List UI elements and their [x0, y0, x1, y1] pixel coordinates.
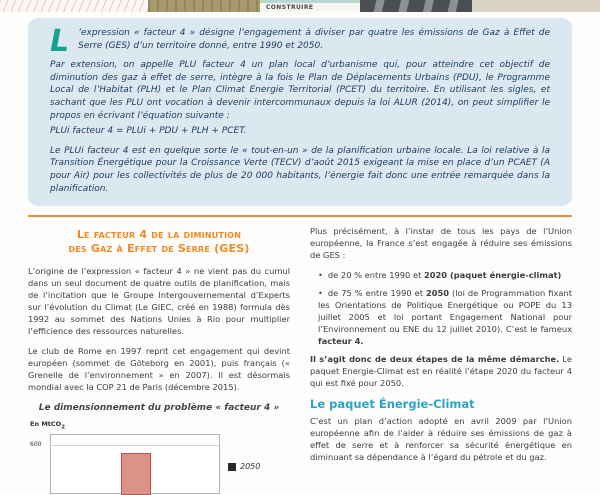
chart-unit-label: [30, 420, 290, 430]
list-item-2020: [318, 269, 572, 281]
intro-lead-paragraph: ’expression « facteur 4 » désigne l’engagement à diviser par quatre les émissions de Gaz à Effet de Serre (GES) d’un territoire donné, entre 1990 et 2050.: [78, 28, 550, 51]
left-paragraph-1: L’origine de l’expression « facteur 4 » ne vient pas du cumul dans un seul document de quatre outils de planification, mais de l’incitation que le Groupe Intergouvernemental d’Experts sur l’évolution du Climat (Le GIEC, créé en 1988) formula dès 1992 au sommet des Nations Unies à Rio pour multiplier l’efficience des ressources naturelles.: [28, 265, 290, 336]
legend-label-2050: 2050: [240, 462, 261, 472]
bullet1-bold: 2020 (paquet énergie-climat): [423, 270, 562, 281]
thatch-texture-photo: [148, 0, 260, 12]
bullet2-text: de 75 % entre 1990 et: [327, 288, 426, 299]
article-columns: [28, 225, 572, 494]
photo-banner: [0, 0, 600, 12]
chart-unit-subscript: 2: [61, 424, 65, 431]
section-heading-line2: des Gaz à Effet de Serre (GES): [68, 241, 250, 255]
right-paragraph-2-bold: Il s’agit donc de deux étapes de la même démarche.: [310, 354, 560, 365]
roof-panels-photo: [360, 0, 472, 12]
chart-red-bar: [121, 453, 151, 495]
right-paragraph-2: [310, 353, 572, 389]
right-paragraph-3: C’est un plan d’action adopté en avril 2009 par l’Union européenne afin de l’aider à réduire ses émissions de gaz à effet de serre et à renforcer sa sécurité énergétique en diminuant sa dépendance à l’égard du pétrole et du gaz.: [310, 416, 572, 463]
right-paragraph-2-rest: Le paquet Energie-Climat est en réalité l’étape 2020 du facteur 4 qui est fixé pour 2050.: [310, 354, 572, 389]
bullet1-text: de 20 % entre 1990 et: [327, 270, 424, 281]
right-paragraph-1: Plus précisément, à l’instar de tous les pays de l’Union européenne, la France s’est engagée à réduire ses émissions de GES :: [310, 226, 572, 261]
bullet2-bold-end: facteur 4.: [318, 336, 364, 347]
list-item-2050: [318, 287, 572, 347]
chart-plot-area: [50, 434, 220, 494]
intro-equation: PLUi facteur 4 = PLUi + PDU + PLH + PCET.: [50, 126, 247, 137]
chart-body: [28, 434, 290, 494]
right-column: [310, 225, 572, 494]
intro-callout-box: [28, 18, 572, 206]
bullet2-body: (loi de Programmation fixant les Orientations de Politique Energétique ou POPE du 13 juillet 2005 et loi portant Engagement National pour l’Environnement ou ENE du 12 juillet 2010). C’est le fameux: [318, 288, 572, 335]
bullet-icon: •: [318, 270, 323, 281]
sign-text: CONSTRUIRE: [266, 4, 314, 11]
dropcap-letter: L: [50, 24, 70, 59]
bullet-icon: •: [318, 288, 323, 299]
beige-photo: [472, 0, 600, 12]
chart-gridline: [51, 445, 219, 446]
factor4-chart: [28, 403, 290, 494]
chart-legend: [228, 462, 260, 471]
section-heading-line1: Le facteur 4 de la diminution: [76, 228, 242, 242]
subsection-heading: Le paquet Énergie-Climat: [310, 397, 475, 412]
intro-paragraph-3: Le PLUi facteur 4 est en quelque sorte le « tout-en-un » de la planification urbaine locale. La loi relative à la Transition Énergétique pour la Croissance Verte (TECV) d’août 2015 exigeant la mise en place d’un PCAET (A pour Air) pour les collectivités de plus de 20 000 habitants, l’énergie fait donc une entrée remarquée dans la planification.: [50, 145, 550, 194]
section-heading: [28, 228, 290, 256]
chart-unit-text: En MtCO: [30, 419, 62, 428]
construction-sign-photo: [260, 0, 360, 12]
chart-title: Le dimensionnement du problème « facteur 4 »: [38, 402, 280, 413]
chart-ytick: 600: [30, 441, 42, 449]
bullet2-bold-year: 2050: [425, 288, 450, 299]
architectural-sketch-photo: [0, 0, 148, 12]
intro-paragraph-2: Par extension, on appelle PLU facteur 4 un plan local d’urbanisme qui, pour atteindre cet objectif de diminution des gaz à effet de serre, intègre à la fois le Plan de Déplacements Urbains (PDU), le Programme Local de l’Habitat (PLH) et le Plan Climat Energie Territorial (PCET) du territoire. En utilisant les sigles, et sachant que les PLU ont vocation à devenir intercommunaux depuis la loi ALUR (2014), on peut simplifier le propos en écrivant l’équation suivante :: [50, 60, 550, 121]
left-paragraph-2: Le club de Rome en 1997 reprit cet engagement qui devint européen (sommet de Göteborg en 2001), puis français (« Grenelle de l’environnement » en 2007). Il est désormais mondial avec la COP 21 de Paris (décembre 2015).: [28, 345, 290, 392]
section-divider: [28, 215, 572, 217]
commitments-list: [310, 269, 572, 347]
legend-swatch-2050: [228, 463, 236, 471]
left-column: [28, 225, 290, 494]
